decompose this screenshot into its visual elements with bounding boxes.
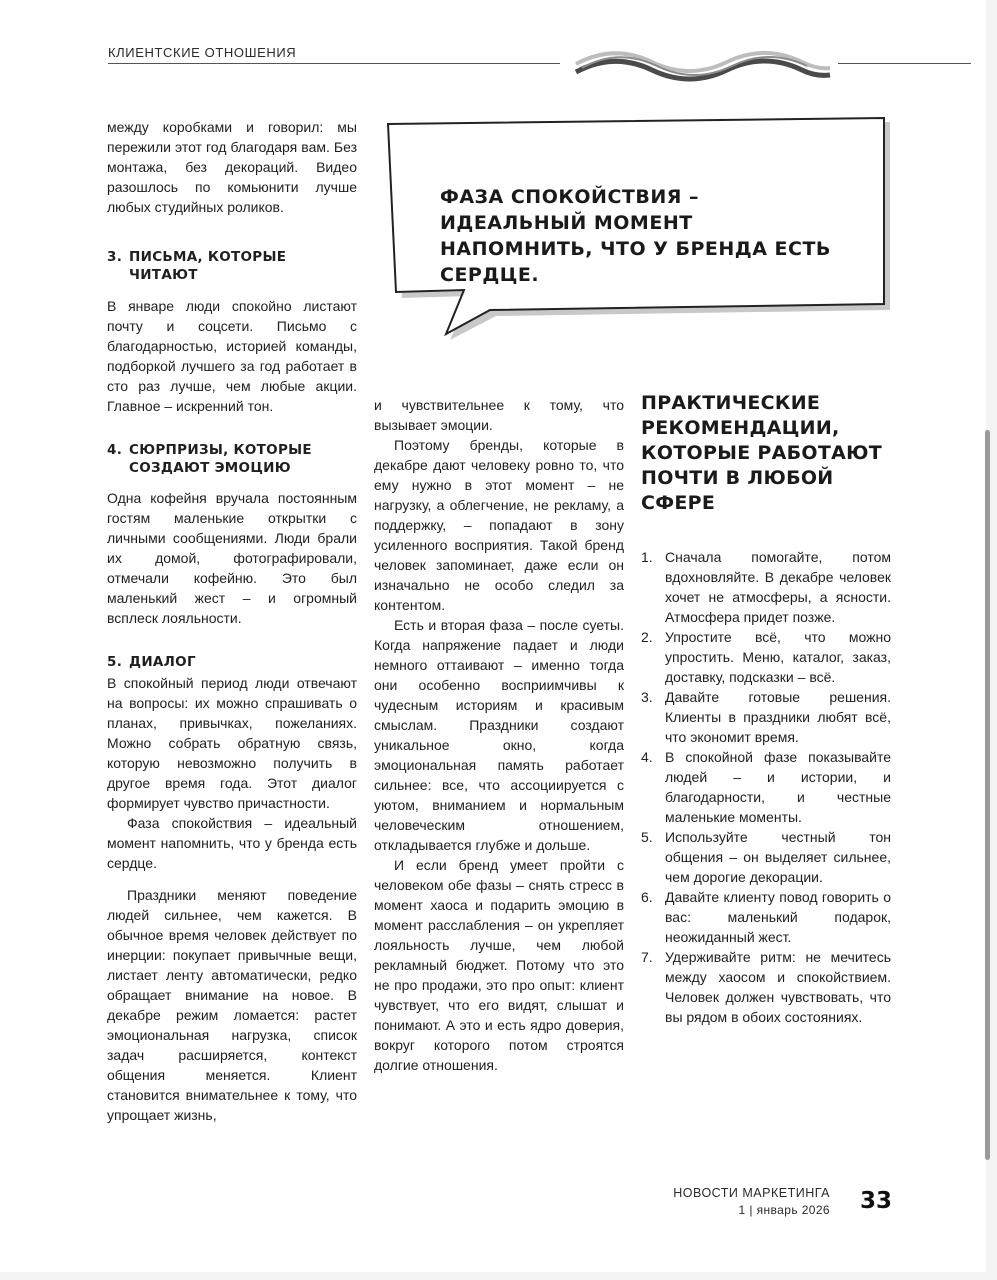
list-item-number: 6. <box>641 889 653 905</box>
wave-ornament-icon <box>572 42 834 82</box>
list-item <box>641 747 891 827</box>
footer-magazine-name: НОВОСТИ МАРКЕТИНГА <box>673 1186 830 1200</box>
recommendations-list <box>641 547 891 1027</box>
list-item <box>641 887 891 947</box>
list-item-text: Удерживайте ритм: не мечитесь между хаосом и спокойствием. Человек должен чувствовать, что вы рядом в обоих состояниях. <box>665 949 891 1025</box>
list-item-number: 1. <box>641 549 653 565</box>
body-paragraph: и чувствительнее к тому, что вызывает эмоции. <box>374 397 624 433</box>
list-item <box>641 947 891 1027</box>
list-item <box>641 547 891 627</box>
subheading-number: 5. <box>107 654 123 670</box>
list-item <box>641 827 891 887</box>
subheading-text: СЮРПРИЗЫ, КОТОРЫЕ СОЗДАЮТ ЭМОЦИЮ <box>129 442 312 476</box>
intro-paragraph: между коробками и говорил: мы пережили этот год благодаря вам. Без монтажа, без декораций. Видео разошлось по комьюнити лучше любых студийных роликов. <box>107 119 357 215</box>
subheading-text: ДИАЛОГ <box>129 654 196 670</box>
list-item-number: 5. <box>641 829 653 845</box>
list-item-text: Давайте клиенту повод говорить о вас: маленький подарок, неожиданный жест. <box>665 889 891 945</box>
list-item-number: 4. <box>641 749 653 765</box>
subheading-surprises <box>107 441 357 477</box>
body-paragraph: Есть и вторая фаза – после суеты. Когда напряжение падает и люди немного оттаивают – именно тогда они особенно восприимчивы к чудесным историям и красивым смыслам. Праздники создают уникальное окно, когда эмоциональная память работает сильнее: все, что ассоциируется с уютом, вниманием и нормальным человеческим отношением, откладывается глубже и дольше. <box>374 617 624 853</box>
section-paragraph: В спокойный период люди отвечают на вопросы: их можно спрашивать о планах, привычках, пожеланиях. Можно собрать обратную связь, которую невозможно получить в другое время года. Этот диалог формирует чувство причастности. <box>107 675 357 811</box>
page-number: 33 <box>859 1188 892 1214</box>
callout-quote: ФАЗА СПОКОЙСТВИЯ – ИДЕАЛЬНЫЙ МОМЕНТ НАПОМНИТЬ, ЧТО У БРЕНДА ЕСТЬ СЕРДЦЕ. <box>440 186 831 286</box>
subheading-dialog <box>107 653 357 671</box>
header-rule-left <box>108 63 560 64</box>
column-2 <box>374 395 624 1075</box>
section-paragraph: Одна кофейня вручала постоянным гостям маленькие открытки с личными сообщениями. Люди брали их домой, фотографировали, отмечали кофейню. Это был маленький жест – и огромный всплеск лояльности. <box>107 490 357 626</box>
body-paragraph: Фаза спокойствия – идеальный момент напомнить, что у бренда есть сердце. <box>107 815 357 871</box>
recommendations-heading: ПРАКТИЧЕСКИЕ РЕКОМЕНДАЦИИ, КОТОРЫЕ РАБОТАЮТ ПОЧТИ В ЛЮБОЙ СФЕРЕ <box>641 392 882 514</box>
list-item-text: Давайте готовые решения. Клиенты в праздники любят всё, что экономит время. <box>665 689 891 745</box>
subheading-number: 3. <box>107 249 123 265</box>
subheading-text: ПИСЬМА, КОТОРЫЕ ЧИТАЮТ <box>129 249 287 283</box>
body-paragraph: Праздники меняют поведение людей сильнее, чем кажется. В обычное время человек действует по инерции: покупает привычные вещи, листает ленту автоматически, редко обращает внимание на новое. В декабре режим ломается: растет эмоциональная нагрузка, список задач расширяется, контекст общения меняется. Клиент становится внимательнее к тому, что упрощает жизнь, <box>107 887 357 1123</box>
list-item-text: Упростите всё, что можно упростить. Меню, каталог, заказ, доставку, подсказки – всё. <box>665 629 891 685</box>
subheading-letters <box>107 248 357 284</box>
footer-issue-date: 1 | январь 2026 <box>738 1203 830 1217</box>
list-item-text: Используйте честный тон общения – он выделяет сильнее, чем дорогие декорации. <box>665 829 891 885</box>
list-item-number: 2. <box>641 629 653 645</box>
list-item <box>641 627 891 687</box>
list-item-text: Сначала помогайте, потом вдохновляйте. В декабре человек хочет не атмосферы, а ясности. Атмосфера придет позже. <box>665 549 891 625</box>
header-rule-right <box>838 63 971 64</box>
list-item-number: 7. <box>641 949 653 965</box>
vertical-scrollbar[interactable] <box>985 430 990 1160</box>
body-paragraph: Поэтому бренды, которые в декабре дают человеку ровно то, что ему нужно в этот момент – не нагрузку, а облегчение, не рекламу, а поддержку, – попадают в зону усиленного восприятия. Такой бренд человек запоминает, даже если он изначально не особо следил за контентом. <box>374 437 624 613</box>
column-1 <box>107 117 357 1125</box>
list-item-number: 3. <box>641 689 653 705</box>
list-item <box>641 687 891 747</box>
column-3 <box>641 391 891 1027</box>
section-paragraph: В январе люди спокойно листают почту и соцсети. Письмо с благодарностью, историей команды, подборкой лучшего за год работает в сто раз лучше, чем любые акции. Главное – искренний тон. <box>107 298 357 414</box>
body-paragraph: И если бренд умеет пройти с человеком обе фазы – снять стресс в момент хаоса и подарить эмоцию в момент расслабления – он укрепляет лояльность лучше, чем любой рекламный бюджет. Потому что это не про продажи, это про опыт: клиент чувствует, что его видят, слышат и понимают. А это и есть ядро доверия, вокруг которого потом строятся долгие отношения. <box>374 857 624 1073</box>
subheading-number: 4. <box>107 442 123 458</box>
section-title: КЛИЕНТСКИЕ ОТНОШЕНИЯ <box>108 45 297 60</box>
list-item-text: В спокойной фазе показывайте людей – и истории, и благодарности, и честные маленькие моменты. <box>665 749 891 825</box>
